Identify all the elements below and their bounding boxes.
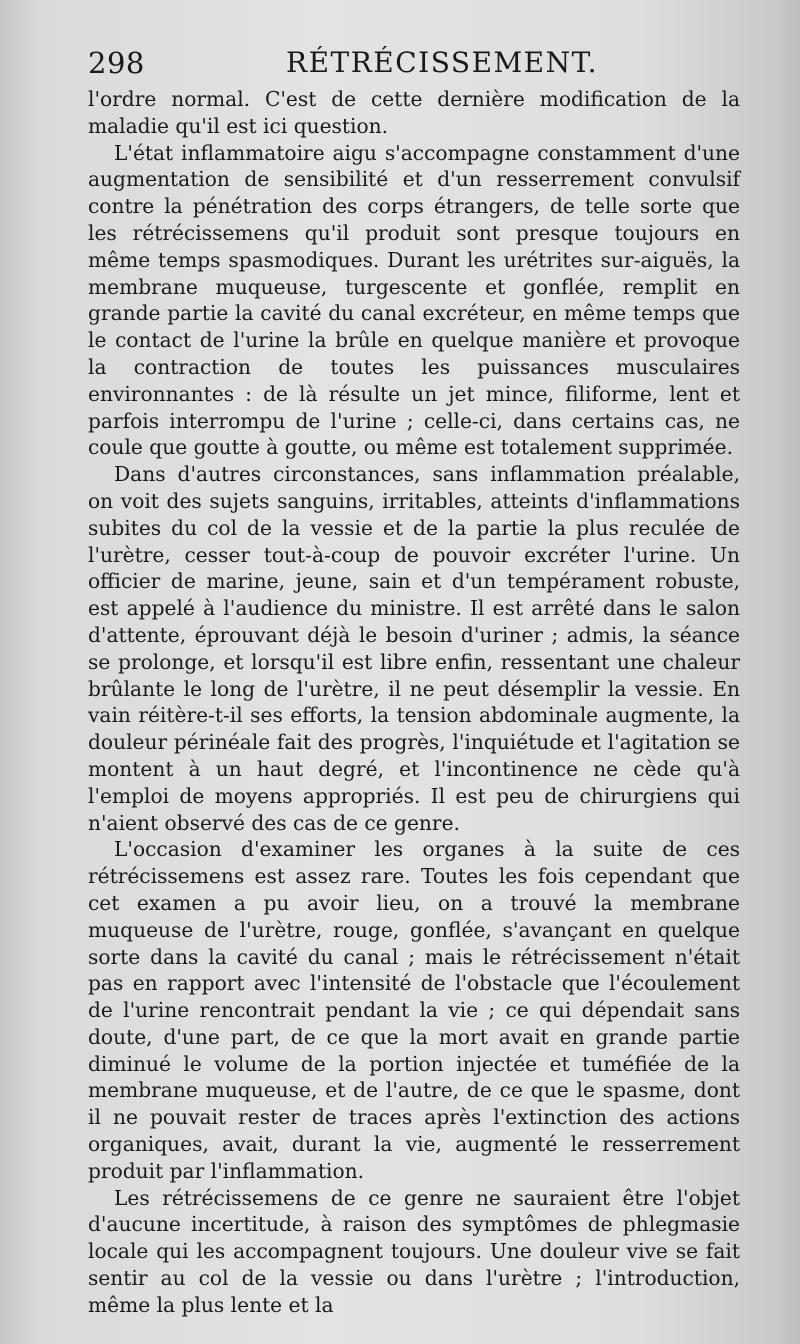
paragraph: L'occasion d'examiner les organes à la suite de ces rétrécissemens est assez rare. Toutes les fois cependant que cet examen a pu avoir lieu, on a trouvé la membrane muqueuse de l'urètre, rouge, gonflée, s'avançant en quelque sorte dans la cavité du canal ; mais le rétrécissement n'était pas en rapport avec l'intensité de l'obstacle que l'écoulement de l'urine rencontrait pendant la vie ; ce qui dépendait sans doute, d'une part, de ce que la mort avait en grande partie diminué le volume de la portion injectée et tuméfiée de la membrane muqueuse, et de l'autre, de ce que le spasme, dont il ne pouvait rester de traces après l'extinction des actions organiques, avait, durant la vie, augmenté le resserrement produit par l'inflammation. (88, 837, 740, 1183)
page-header (88, 42, 752, 82)
paragraph: L'état inflammatoire aigu s'accompagne constamment d'une augmentation de sensibilité et d'un resserrement convulsif contre la pénétration des corps étrangers, de telle sorte que les rétrécissemens qu'il produit sont presque toujours en même temps spasmodiques. Durant les urétrites sur-aiguës, la membrane muqueuse, turgescente et gonflée, remplit en grande partie la cavité du canal excréteur, en même temps que le contact de l'urine la brûle en quelque manière et provoque la contraction de toutes les puissances musculaires environnantes : de là résulte un jet mince, filiforme, lent et parfois interrompu de l'urine ; celle-ci, dans certains cas, ne coule que goutte à goutte, ou même est totalement supprimée. (88, 140, 740, 460)
page-number: 298 (88, 46, 145, 80)
paragraph: Dans d'autres circonstances, sans inflammation préalable, on voit des sujets sanguins, irritables, atteints d'inflammations subites du col de la vessie et de la partie la plus reculée de l'urètre, cesser tout-à-coup de pouvoir excréter l'urine. Un officier de marine, jeune, sain et d'un tempérament robuste, est appelé à l'audience du ministre. Il est arrêté dans le salon d'attente, éprouvant déjà le besoin d'uriner ; admis, la séance se prolonge, et lorsqu'il est libre enfin, ressentant une chaleur brûlante le long de l'urètre, il ne peut désemplir la vessie. En vain réitère-t-il ses efforts, la tension abdominale augmente, la douleur périnéale fait des progrès, l'inquiétude et l'agitation se montent à un haut degré, et l'incontinence ne cède qu'à l'emploi de moyens appropriés. Il est peu de chirurgiens qui n'aient observé des cas de ce genre. (88, 462, 740, 835)
paragraph-continuation: l'ordre normal. C'est de cette dernière modification de la maladie qu'il est ici question. (88, 87, 740, 138)
body-text (88, 86, 740, 1319)
paragraph: Les rétrécissemens de ce genre ne sauraient être l'objet d'aucune incertitude, à raison des symptômes de phlegmasie locale qui les accompagnent toujours. Une douleur vive se fait sentir au col de la vessie ou dans l'urètre ; l'introduction, même la plus lente et la (88, 1185, 740, 1317)
running-head: RÉTRÉCISSEMENT. (286, 46, 599, 79)
